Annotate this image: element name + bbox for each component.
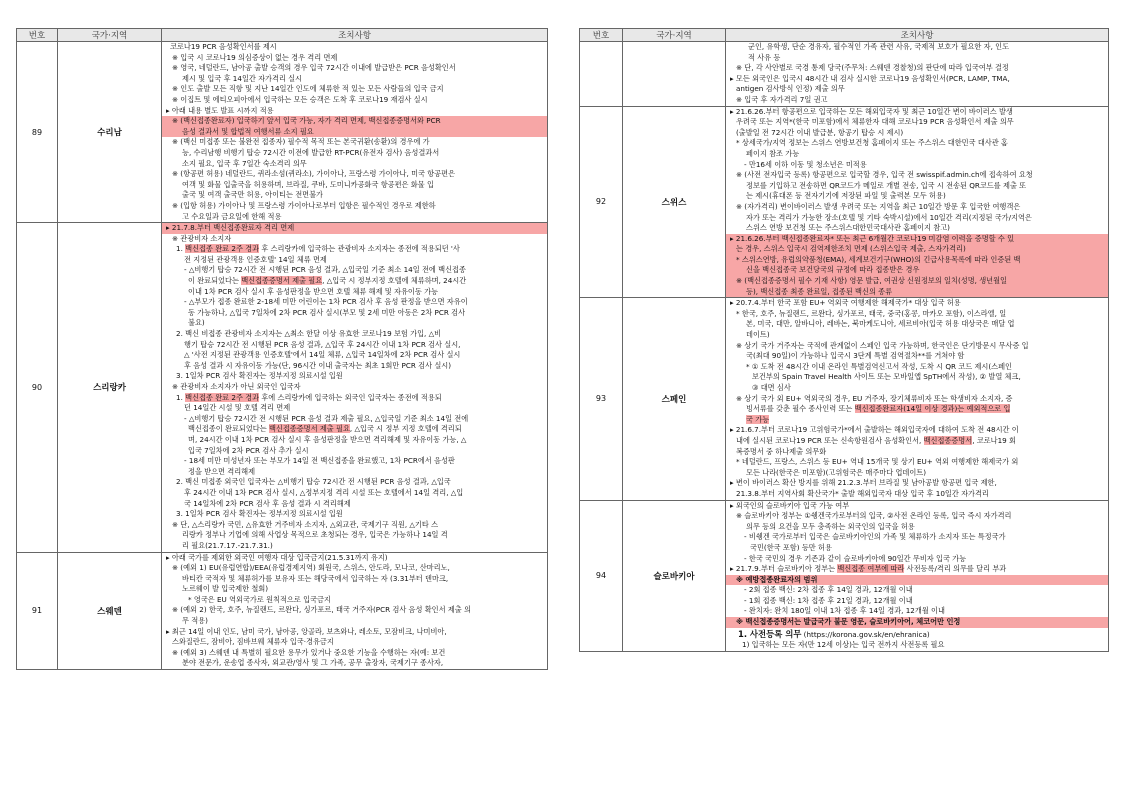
measure-line: 보건부의 Spain Travel Health 사이트 또는 모바일앱 SpTH에서 작성), ② 발열 체크, bbox=[752, 372, 1021, 382]
measure-line: 스와질란드, 잠비아, 짐바브웨 체류자 입국·경유금지 bbox=[172, 637, 334, 647]
measure-line: ※ (사전 전자입국 등록) 항공편으로 입국할 경우, 입국 전 swisspif.admin.ch에 접속하여 요청 bbox=[736, 170, 1033, 180]
measure-line: ※ 백신접종증명서는 발급국가 불문 영문, 슬로바키아어, 체코어만 인정 bbox=[726, 617, 1108, 628]
table-row bbox=[17, 552, 548, 670]
row-number: 91 bbox=[17, 552, 58, 670]
measure-line: ※ (자가격리) 변이바이러스 발생 우려국 또는 지역을 최근 10일간 방문 후 입국한 여행객은 bbox=[736, 201, 1021, 211]
measure-line: 입국 7일차에 2차 PCR 검사 추가 실시 bbox=[188, 445, 309, 455]
header-country: 국가·지역 bbox=[58, 29, 162, 42]
measure-line: 는 제시(휴대폰 등 전자기기에 저장된 파일 및 출력본 모두 허용) bbox=[746, 191, 946, 201]
measure-line: ▸ 아래 국가를 제외한 외국인 여행자 대상 입국금지(21.5.31까지 유지) bbox=[166, 552, 388, 562]
measure-line: ▸ 21.7.9.부터 슬로바키아 정부는 백신접종 여부에 따라 사전등록/격리 의무를 달리 부과 bbox=[730, 564, 1007, 574]
measure-line: 소지 필요, 입국 후 7일간 숙소격리 의무 bbox=[182, 158, 307, 168]
measure-line: 2. 백신 미접종 외국인 입국자는 △비행기 탑승 72시간 전 시행된 PCR 음성 결과, △입국 bbox=[176, 477, 451, 487]
country-name: 스위스 bbox=[623, 106, 726, 298]
measure-line: ※ (백신 미접종 또는 불완전 접종자) 필수적 목적 또는 본국귀환(송환)의 경우에 가 bbox=[172, 137, 430, 147]
highlighted-text: 국 가능 bbox=[746, 414, 770, 424]
measure-line: 국(최대 90일)이 가능하나 입국시 3단계 특별 검역절차**를 거쳐야 함 bbox=[746, 351, 965, 361]
measure-line: ※ 예방접종완료자의 범위 bbox=[726, 575, 1108, 586]
country-name: 스페인 bbox=[623, 298, 726, 500]
measure-line: 등), 백신접종 최종 완료일, 접종된 백신의 종류 bbox=[726, 287, 1108, 298]
measure-line: ▸ 외국인의 슬로바키아 입국 가능 여부 bbox=[730, 500, 850, 510]
measure-line: 정을 받으면 격리해제 bbox=[188, 466, 256, 476]
highlighted-text: 1. 사전등록 의무 bbox=[738, 628, 802, 639]
measure-line: ▸ 모든 외국인은 입국시 48시간 내 검사 실시한 코로나19 음성확인서(PCR, LAMP, TMA, bbox=[730, 73, 1010, 83]
row-number: 90 bbox=[17, 223, 58, 552]
measure-line: 노르웨이 발 입국제한 철회) bbox=[182, 584, 269, 594]
measure-line: ▸ 변이 바이러스 확산 방지를 위해 21.2.3.부터 브라질 및 남아공발 항공편 입국 제한, bbox=[730, 478, 997, 488]
country-name: 스리랑카 bbox=[58, 223, 162, 552]
measure-line: ※ 슬로바키아 정부는 ①쉥겐국가로부터의 입국, ②사전 온라인 등록, 입국 즉시 자가격리 bbox=[736, 511, 1012, 521]
measures-cell bbox=[726, 500, 1109, 651]
measure-line: 2. 백신 비접종 관광비자 소지자는 △최소 한달 이상 유효한 코로나19 보험 가입, △비 bbox=[176, 329, 442, 339]
measure-line: 21.3.8.부터 지역사회 확산국가* 출발 해외입국자 대상 입국 후 10일간 자가격리 bbox=[736, 488, 989, 498]
measure-line: ※ (입항 허용) 가이아나 및 프랑스령 가이아나로부터 입항은 필수적인 경우로 제한하 bbox=[172, 200, 436, 210]
highlighted-text: 백신접종 완료 2주 경과 bbox=[185, 244, 260, 254]
header-num: 번호 bbox=[17, 29, 58, 42]
measure-line: ※ 영국, 네덜란드, 남아공 출발 승객의 경우 입국 72시간 이내에 발급받은 PCR 음성확인서 bbox=[172, 63, 456, 73]
measure-line: 복증명서 중 하나제출 의무화 bbox=[736, 446, 827, 456]
country-name: 수리남 bbox=[58, 42, 162, 223]
measure-line: 데이트) bbox=[746, 330, 770, 340]
measure-line: * 한국, 호주, 뉴질랜드, 르완다, 싱가포르, 태국, 중국(홍콩, 마카오 포함), 이스라엘, 일 bbox=[736, 308, 1007, 318]
measure-line: 빙서류를 갖춘 필수 종사인력 또는 백신접종완료자(14일 이상 경과)는 예외적으로 입 bbox=[746, 404, 1011, 414]
measure-line: 본, 미국, 대만, 알바니아, 레바논, 북마케도니아, 세르비아(입국 허용 대상국은 매달 업 bbox=[746, 319, 1015, 329]
table-row bbox=[580, 42, 1109, 107]
measure-line: - △비행기 탑승 72시간 전 시행된 PCR 음성 결과 제출 필요, △입국일 기준 최소 14일 전에 bbox=[184, 413, 469, 423]
measure-line: 1. 백신접종 완료 2주 경과 후 스리랑카에 입국하는 관광비자 소지자는 종전에 적용되던 '사 bbox=[176, 244, 460, 254]
measure-line: ※ (예외 3) 스웨덴 내 특별히 필요한 용무가 있거나 중요한 기능을 수행하는 자(예: 보건 bbox=[172, 647, 446, 657]
measure-line: antigen 검사방식 인정) 제출 의무 bbox=[736, 84, 845, 94]
header-measures: 조치사항 bbox=[162, 29, 548, 42]
measure-line: 1) 입국하는 모든 자(만 12세 이상)는 입국 전까지 사전등록 필요 bbox=[742, 640, 945, 650]
measure-line: * 영국은 EU 역외국가로 원칙적으로 입국금지 bbox=[188, 594, 331, 604]
right-table bbox=[579, 28, 1109, 652]
measure-line: ※ (백신접종증명서 필수 기재 사항) 영문 발급, 여권상 신원정보의 일치(성명, 생년월일 bbox=[726, 276, 1108, 287]
measure-line: 페이지 참조 가능 bbox=[746, 148, 800, 158]
highlighted-text: 백신접종증명서 제출 필요 bbox=[241, 276, 323, 286]
measure-line: ※ 관광비자 소지자가 아닌 외국인 입국자 bbox=[172, 382, 301, 391]
highlighted-text: 백신접종완료자(14일 이상 경과)는 예외적으로 입 bbox=[854, 404, 1011, 414]
table-row bbox=[17, 223, 548, 552]
measure-line: ③ 대면 심사 bbox=[752, 383, 791, 392]
measure-line: 스위스 연방 보건청 또는 주스위스대한민국대사관 홈페이지 참고) bbox=[746, 223, 950, 233]
measure-line: 음성 결과서 및 합법적 여행서류 소지 필요 bbox=[162, 127, 547, 138]
measure-line: ▸ 21.7.8.부터 백신접종완료자 격리 면제 bbox=[162, 223, 547, 234]
measure-line: 동 가능하나, △입국 7일차에 2차 PCR 검사 실시(부모 및 2세 미만 아동은 2차 PCR 검사 bbox=[188, 307, 466, 317]
left-table bbox=[16, 28, 548, 670]
measure-line: ▸ 21.6.26.부터 항공편으로 입국하는 모든 해외입국자 및 최근 10일간 변이 바이러스 발생 bbox=[730, 106, 1013, 116]
highlighted-text: 백신접종 완료 2주 경과 bbox=[185, 392, 260, 402]
measure-line: 는 경우, 스위스 입국시 검역제한조치 면제 (스위스입국 제출, 스자가격리) bbox=[726, 244, 1108, 255]
measure-line: ※ 상기 국가 외 EU+ 역외국의 경우, EU 거주자, 장기체류비자 또는 학생비자 소지자, 증 bbox=[736, 393, 1013, 403]
measure-line: 의무 등의 요건을 모두 충족하는 외국인의 입국을 허용 bbox=[746, 521, 915, 531]
measure-line: 행기 탑승 72시간 전 시행된 PCR 음성 결과, △입국 후 24시간 이내 1차 PCR 검사 실시, bbox=[184, 339, 461, 349]
measure-line: 리 필요(21.7.17.-21.7.31.) bbox=[182, 540, 273, 550]
row-number: 93 bbox=[580, 298, 623, 500]
right-page bbox=[579, 28, 1109, 652]
row-number bbox=[580, 42, 623, 107]
row-number: 92 bbox=[580, 106, 623, 298]
measure-line: 며, 24시간 이내 1차 PCR 검사 실시 후 음성판정을 받으면 격리해제 및 자유이동 가능, △ bbox=[188, 434, 467, 444]
measure-line: ▸ 최근 14일 이내 인도, 남미 국가, 남아공, 앙골라, 보츠와나, 레소토, 모잠비크, 나미비아, bbox=[166, 626, 447, 636]
measure-line: 국 14일차에 2차 PCR 검사 후 음성 결과 시 격리해제 bbox=[184, 498, 351, 508]
measure-line: 바티칸 국적자 및 체류허가를 보유자 또는 해당국에서 입국하는 자 (3.31부터 덴마크, bbox=[182, 573, 449, 583]
measure-line: ▸ 아래 내용 별도 발표 시까지 적용 bbox=[166, 105, 274, 115]
measure-line: ※ (예외 2) 한국, 호주, 뉴질랜드, 르완다, 싱가포르, 태국 거주자(PCR 검사 음성 확인서 제출 의 bbox=[172, 605, 471, 615]
highlighted-text: 백신접종증명서 bbox=[923, 435, 973, 445]
measure-line: 모든 나라(한국은 미포함)(고위험국은 매주마다 업데이트) bbox=[746, 467, 927, 477]
header-measures: 조치사항 bbox=[726, 29, 1109, 42]
measure-line: 3. 1일차 PCR 검사 확진자는 정부지정 의료시설 입원 bbox=[176, 371, 343, 381]
measure-line: ※ 상기 국가 거주자는 국적에 관계없이 스페인 입국 가능하며, 한국인은 단기방문시 무사증 입 bbox=[736, 340, 1029, 350]
table-row bbox=[580, 500, 1109, 651]
measure-line: - 한국 국민의 경우 기존과 같이 슬로바키아에 90일간 무비자 입국 가능 bbox=[744, 553, 967, 563]
measure-line: - 비쉥겐 국가로부터 입국은 슬로바키아인의 가족 및 체류하가 소지자 또는 특정국가 bbox=[744, 532, 1006, 542]
measure-line: 백신접종이 완료되었다는 백신접종증명서 제출 필요, △입국 시 정부 지정 호텔에 격리되 bbox=[188, 424, 462, 434]
measure-line: 이 완료되었다는 백신접종증명서 제출 필요, △입국 시 정부지정 호텔에 체류하며, 24시간 bbox=[188, 276, 467, 286]
measure-line: 적 사유 등 bbox=[748, 52, 781, 62]
measure-line: - 완치자: 완치 180일 이내 1차 접종 후 14일 경과, 12개월 이내 bbox=[744, 606, 945, 616]
measure-line: - △비행기 탑승 72시간 전 시행된 PCR 음성 결과, △입국일 기준 최소 14일 전에 백신접종 bbox=[184, 265, 466, 275]
measure-line: 무 적용) bbox=[182, 616, 208, 626]
measure-line: ※ (백신접종완료자) 입국하기 앞서 입국 가능, 자가 격리 면제, 백신접종증명서와 PCR bbox=[162, 116, 547, 127]
measure-line: - 만16세 이하 이동 및 청소년은 미적용 bbox=[744, 159, 867, 169]
measure-line: △ '사전 지정된 관광객용 인증호텔'에서 14일 체류, △입국 14일차에 2차 PCR 검사 실시 bbox=[184, 350, 461, 360]
measure-line: 1. 백신접종 완료 2주 경과 후에 스리랑카에 입국하는 외국인 입국자는 종전에 적용되 bbox=[176, 392, 442, 402]
measure-line: 1. 사전등록 의무 (https://korona.gov.sk/en/ehranica) bbox=[738, 628, 930, 639]
country-name: 슬로바키아 bbox=[623, 500, 726, 651]
measures-cell bbox=[162, 552, 548, 670]
measure-line: ▸ 21.6.7.부터 코로나19 고위험국가*에서 출발하는 해외입국자에 대하여 도착 전 48시간 이 bbox=[730, 425, 1019, 435]
header-country: 국가·지역 bbox=[623, 29, 726, 42]
measures-cell bbox=[162, 42, 548, 223]
measures-cell bbox=[726, 106, 1109, 298]
measure-line: * ① 도착 전 48시간 이내 온라인 특별검역신고서 작성, 도착 시 QR 코드 제시(스페인 bbox=[746, 361, 1012, 371]
table-row bbox=[580, 298, 1109, 500]
measure-line: 이내 1차 PCR 검사 실시 후 음성판정을 받으면 호텔 체류 해제 및 자유이동 가능 bbox=[188, 286, 438, 296]
measures-cell bbox=[726, 42, 1109, 107]
measure-line: 리랑카 정부나 기업에 의해 사업상 목적으로 초청되는 경우, 입국은 가능하나 14일 격 bbox=[182, 530, 448, 540]
measure-line: ▸ 20.7.4.부터 한국 포함 EU+ 역외국 여행제한 해제국가* 대상 입국 허용 bbox=[730, 298, 961, 308]
highlighted-text: 백신접종증명서 제출 필요 bbox=[268, 424, 350, 434]
measure-line: - 18세 미만 미성년자 또는 부모가 14일 전 백신접종을 완료했고, 1차 PCR에서 음성판 bbox=[184, 456, 455, 466]
country-name: 스웨덴 bbox=[58, 552, 162, 670]
measure-line: 여객 및 화물 입출국을 허용하며, 브라질, 쿠바, 도미니카공화국 항공편은 화물 입 bbox=[182, 179, 434, 189]
measure-line: ※ 입국 후 자가격리 7일 권고 bbox=[736, 94, 828, 104]
measure-line: ※ (예외 1) EU(유럽연합)/EEA(유럽경제지역) 회원국, 스위스, 안도라, 모나코, 산마리노, bbox=[172, 563, 450, 573]
measure-line: 후 음성 결과 시 자유이동 가능(단, 96시간 이내 출국자는 최초 1회만 PCR 검사 실시) bbox=[184, 360, 452, 370]
left-page bbox=[16, 28, 548, 670]
measure-line: 코로나19 PCR 음성확인서를 제시 bbox=[170, 42, 277, 51]
measure-line: (출발일 전 72시간 이내 발급분, 항공기 탑승 시 제시) bbox=[736, 127, 904, 137]
highlighted-text: 백신접종 여부에 따라 bbox=[837, 564, 905, 574]
measure-line: 내에 실시된 코로나19 PCR 또는 신속항원검사 음성확인서, 백신접종증명서, 코로나19 회 bbox=[736, 435, 1016, 445]
measure-line: 자가 또는 격리가 가능한 장소(호텔 및 기타 숙박시설)에서 10일간 격리(지정된 국가/지역은 bbox=[746, 212, 1032, 222]
measure-line: 고 수요일과 금요일에 한해 적용 bbox=[182, 211, 282, 221]
measure-line: 전 지정된 관광객용 인증호텔' 14일 체류 면제 bbox=[184, 254, 327, 264]
measure-line: 던 14일간 시설 및 호텔 격리 면제 bbox=[184, 403, 291, 413]
measure-line: 국민(한국 포함) 등만 허용 bbox=[750, 542, 832, 552]
measure-line: ※ 단, △스리랑카 국민, △유효한 거주비자 소지자, △외교관, 국제기구 직원, △기타 스 bbox=[172, 519, 439, 529]
measure-line: 우려국 또는 지역*(한국 미포함)에서 체류한자 대해 코로나19 PCR 음성확인서 제출 의무 bbox=[736, 117, 1014, 127]
table-row bbox=[17, 42, 548, 223]
measure-line: 불요) bbox=[188, 318, 205, 328]
measure-line: 출국 및 여객 출국만 허용, 아이티는 전면불가 bbox=[182, 190, 323, 200]
measure-line: 제시 및 입국 후 14일간 자가격리 실시 bbox=[182, 73, 303, 83]
measure-line bbox=[726, 415, 1108, 426]
measures-cell bbox=[162, 223, 548, 552]
measure-line: * 상세국가/지역 정보는 스위스 연방보건청 홈페이지 또는 주스위스 대한민국 대사관 홈 bbox=[736, 138, 1008, 148]
measure-line: * 스위스연방, 유럽의약품청(EMA), 세계보건기구(WHO)의 긴급사용목록에 따라 인증된 백 bbox=[726, 255, 1108, 266]
measure-line: - 1회 접종 백신: 1차 접종 후 21일 경과, 12개월 이내 bbox=[744, 595, 913, 605]
measure-line: 분야 전문가, 운송업 종사자, 외교관/영사 및 그 가족, 공무 출장자, 국제기구 종사자, bbox=[182, 658, 444, 668]
measure-line: - △부모가 접종 완료한 2-18세 미만 어린이는 1차 PCR 검사 후 음성 판정을 받으면 자유이 bbox=[184, 297, 468, 307]
measure-line: - 2회 접종 백신: 2차 접종 후 14일 경과, 12개월 이내 bbox=[744, 585, 913, 595]
measure-line: 능, 수리남행 비행기 탑승 72시간 이전에 발급한 RT-PCR(유전자 검사) 음성결과서 bbox=[182, 147, 440, 157]
measure-line: 후 24시간 이내 1차 PCR 검사 실시, △정부지정 격리 시설 또는 호텔에서 14일 격리, △입 bbox=[184, 487, 464, 497]
measure-line: 정보를 기입하고 전송하면 QR코드가 메일로 개별 전송, 입국 시 전송된 QR코드를 제출 또 bbox=[746, 180, 1027, 190]
measure-line: ▸ 21.6.26.부터 백신접종완료자* 또는 최근 6개월간 코로나19 미감염 이력을 증명할 수 있 bbox=[726, 234, 1108, 245]
measure-line: 3. 1일차 PCR 검사 확진자는 정부지정 의료시설 입원 bbox=[176, 509, 343, 519]
header-num: 번호 bbox=[580, 29, 623, 42]
measure-line: ※ 이집트 및 에티오피아에서 입국하는 모든 승객은 도착 후 코로나19 재검사 실시 bbox=[172, 94, 428, 104]
measure-line: ※ 입국 시 코로나19 의심증상이 없는 경우 격리 면제 bbox=[172, 52, 338, 62]
measure-line: * 네덜란드, 프랑스, 스위스 등 EU+ 역내 15개국 및 상기 EU+ 역외 여행제한 해제국가 외 bbox=[736, 457, 1019, 467]
row-number: 89 bbox=[17, 42, 58, 223]
measure-line: ※ 인도 출발 모든 직항 및 지난 14일간 인도에 체류한 적 있는 모든 사람들의 입국 금지 bbox=[172, 84, 444, 94]
measure-line: 군인, 유학생, 단순 경유자, 필수적인 가족 관련 사유, 국제적 보호가 필요한 자, 인도 bbox=[748, 42, 1010, 51]
country-name bbox=[623, 42, 726, 107]
measure-line: ※ 단, 각 사안별로 국경 통제 당국(주무처: 스웨덴 경찰청)의 판단에 따라 입국여부 결정 bbox=[736, 63, 1009, 73]
row-number: 94 bbox=[580, 500, 623, 651]
table-row bbox=[580, 106, 1109, 298]
measure-line: 신을 백신접종국 보건당국의 규정에 따라 접종받은 경우 bbox=[726, 265, 1108, 276]
measure-line: ※ 관광비자 소지자 bbox=[172, 233, 232, 243]
measure-line: ※ (항공편 허용) 네덜란드, 퀴라소섬(퀴라소), 가이아나, 프랑스령 가이아나, 미국 항공편은 bbox=[172, 169, 456, 179]
measures-cell bbox=[726, 298, 1109, 500]
